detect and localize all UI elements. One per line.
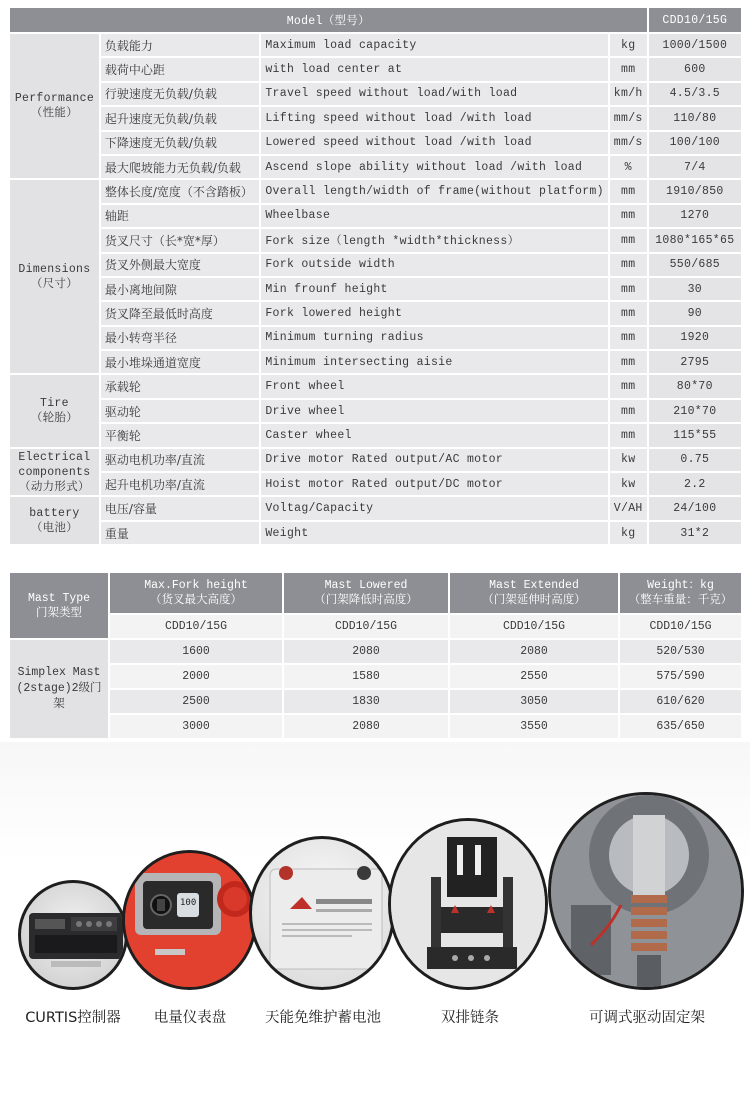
spec-row	[10, 424, 743, 448]
mast-model-cell: CDD10/15G	[284, 615, 450, 640]
caption-curtis: CURTIS控制器	[25, 1010, 121, 1026]
battery-image	[252, 839, 395, 990]
spec-header-row	[10, 8, 743, 34]
mast-cell: 1830	[284, 690, 450, 715]
caption-bracket: 可调式驱动固定架	[589, 1010, 705, 1026]
caption-chain: 双排链条	[441, 1010, 499, 1026]
model-value: CDD10/15G	[649, 8, 743, 34]
spec-cn-label: 电压/容量	[101, 497, 261, 521]
spec-row	[10, 132, 743, 156]
meter-reading: 100	[180, 898, 197, 908]
spec-cn-label: 行驶速度无负载/负载	[101, 83, 261, 107]
spec-value: 30	[649, 278, 743, 302]
spec-cn-label: 起升电机功率/直流	[101, 473, 261, 497]
simplex-mast-label: Simplex Mast (2stage)2级门 架	[10, 640, 110, 740]
mast-cell: 1600	[110, 640, 284, 665]
spec-unit: mm/s	[610, 132, 649, 156]
spec-row	[10, 254, 743, 278]
mast-row	[10, 640, 743, 665]
spec-en-label: Minimum intersecting aisie	[261, 351, 609, 375]
spec-value: 210*70	[649, 400, 743, 424]
mast-cell: 1580	[284, 665, 450, 690]
spec-row	[10, 351, 743, 375]
spec-table	[10, 8, 743, 546]
spec-value: 1920	[649, 327, 743, 351]
mast-cell: 3550	[450, 715, 620, 740]
spec-unit: mm	[610, 58, 649, 82]
mast-table	[10, 573, 743, 740]
curtis-controller-photo	[18, 880, 128, 990]
dual-chain-photo	[388, 818, 548, 990]
spec-value: 31*2	[649, 522, 743, 546]
spec-category: battery （电池）	[10, 497, 101, 546]
spec-value: 100/100	[649, 132, 743, 156]
spec-en-label: Caster wheel	[261, 424, 609, 448]
spec-row	[10, 107, 743, 131]
mast-model-row	[10, 615, 743, 640]
mast-row	[10, 665, 743, 690]
spec-unit: mm	[610, 302, 649, 326]
drive-bracket-photo	[548, 792, 744, 990]
spec-unit: kw	[610, 473, 649, 497]
spec-value: 0.75	[649, 449, 743, 473]
spec-cn-label: 下降速度无负载/负载	[101, 132, 261, 156]
mast-row	[10, 715, 743, 740]
spec-value: 4.5/3.5	[649, 83, 743, 107]
chain-image	[391, 821, 548, 990]
spec-unit: V/AH	[610, 497, 649, 521]
spec-cn-label: 货叉外侧最大宽度	[101, 254, 261, 278]
spec-en-label: Drive motor Rated output/AC motor	[261, 449, 609, 473]
spec-cn-label: 最小堆垛通道宽度	[101, 351, 261, 375]
spec-en-label: Wheelbase	[261, 205, 609, 229]
spec-unit: mm	[610, 351, 649, 375]
spec-en-label: Fork size（length *width*thickness）	[261, 229, 609, 253]
spec-unit: mm	[610, 327, 649, 351]
mast-cell: 2080	[450, 640, 620, 665]
battery-photo	[249, 836, 395, 990]
spec-value: 550/685	[649, 254, 743, 278]
spec-row	[10, 156, 743, 180]
spec-unit: mm	[610, 375, 649, 399]
caption-meter: 电量仪表盘	[153, 1010, 227, 1026]
spec-en-label: Ascend slope ability without load /with load	[261, 156, 609, 180]
meter-dashboard-photo	[122, 850, 257, 990]
spec-en-label: Lowered speed without load /with load	[261, 132, 609, 156]
spec-row	[10, 34, 743, 58]
spec-cn-label: 轴距	[101, 205, 261, 229]
mast-cell: 635/650	[620, 715, 743, 740]
mast-cell: 3050	[450, 690, 620, 715]
spec-value: 2.2	[649, 473, 743, 497]
spec-unit: mm	[610, 254, 649, 278]
spec-value: 115*55	[649, 424, 743, 448]
mast-model-cell: CDD10/15G	[620, 615, 743, 640]
spec-en-label: Voltag/Capacity	[261, 497, 609, 521]
spec-value: 600	[649, 58, 743, 82]
mast-header: Mast Lowered （门架降低时高度）	[284, 573, 450, 615]
spec-cn-label: 载荷中心距	[101, 58, 261, 82]
spec-value: 1000/1500	[649, 34, 743, 58]
spec-unit: mm	[610, 180, 649, 204]
spec-en-label: Minimum turning radius	[261, 327, 609, 351]
spec-cn-label: 最大爬坡能力无负载/负载	[101, 156, 261, 180]
spec-cn-label: 承载轮	[101, 375, 261, 399]
spec-cn-label: 驱动电机功率/直流	[101, 449, 261, 473]
spec-unit: %	[610, 156, 649, 180]
spec-unit: mm	[610, 229, 649, 253]
mast-model-cell: CDD10/15G	[450, 615, 620, 640]
mast-header: Weight：kg （整车重量：千克）	[620, 573, 743, 615]
mast-cell: 2080	[284, 640, 450, 665]
spec-en-label: Front wheel	[261, 375, 609, 399]
mast-cell: 2080	[284, 715, 450, 740]
mast-header: Mast Extended （门架延伸时高度）	[450, 573, 620, 615]
spec-row	[10, 58, 743, 82]
spec-cn-label: 最小转弯半径	[101, 327, 261, 351]
mast-cell: 520/530	[620, 640, 743, 665]
spec-row	[10, 83, 743, 107]
mast-cell: 610/620	[620, 690, 743, 715]
spec-en-label: Maximum load capacity	[261, 34, 609, 58]
mast-cell: 2550	[450, 665, 620, 690]
spec-en-label: Travel speed without load/with load	[261, 83, 609, 107]
spec-unit: km/h	[610, 83, 649, 107]
spec-value: 90	[649, 302, 743, 326]
spec-category: Dimensions （尺寸）	[10, 180, 101, 375]
mast-cell: 3000	[110, 715, 284, 740]
spec-cn-label: 重量	[101, 522, 261, 546]
spec-unit: mm	[610, 424, 649, 448]
spec-en-label: Overall length/width of frame(without platform)	[261, 180, 609, 204]
spec-unit: mm	[610, 400, 649, 424]
spec-value: 1910/850	[649, 180, 743, 204]
spec-value: 2795	[649, 351, 743, 375]
spec-unit: mm	[610, 205, 649, 229]
spec-en-label: Fork lowered height	[261, 302, 609, 326]
model-label: Model（型号）	[10, 8, 649, 34]
caption-battery: 天能免维护蓄电池	[265, 1010, 381, 1026]
spec-cn-label: 货叉降至最低时高度	[101, 302, 261, 326]
spec-value: 1080*165*65	[649, 229, 743, 253]
spec-row	[10, 327, 743, 351]
spec-row	[10, 522, 743, 546]
spec-row	[10, 302, 743, 326]
spec-unit: kw	[610, 449, 649, 473]
spec-row	[10, 278, 743, 302]
spec-value: 80*70	[649, 375, 743, 399]
spec-cn-label: 货叉尺寸（长*宽*厚）	[101, 229, 261, 253]
mast-row	[10, 690, 743, 715]
spec-row	[10, 473, 743, 497]
spec-row	[10, 497, 743, 521]
spec-cn-label: 起升速度无负载/负载	[101, 107, 261, 131]
spec-cn-label: 最小离地间隙	[101, 278, 261, 302]
spec-category: Tire （轮胎）	[10, 375, 101, 448]
mast-cell: 575/590	[620, 665, 743, 690]
spec-value: 7/4	[649, 156, 743, 180]
spec-cn-label: 负载能力	[101, 34, 261, 58]
spec-en-label: Min frounf height	[261, 278, 609, 302]
spec-en-label: Lifting speed without load /with load	[261, 107, 609, 131]
spec-cn-label: 平衡轮	[101, 424, 261, 448]
bracket-image	[551, 795, 744, 990]
spec-en-label: Fork outside width	[261, 254, 609, 278]
spec-row	[10, 180, 743, 204]
spec-row	[10, 229, 743, 253]
spec-value: 24/100	[649, 497, 743, 521]
spec-en-label: with load center at	[261, 58, 609, 82]
spec-en-label: Drive wheel	[261, 400, 609, 424]
mast-header: Max.Fork height （货叉最大高度）	[110, 573, 284, 615]
spec-unit: mm	[610, 278, 649, 302]
mast-type-label: Mast Type 门架类型	[10, 573, 110, 640]
spec-row	[10, 400, 743, 424]
spec-unit: kg	[610, 522, 649, 546]
dashboard-image	[125, 853, 257, 990]
spec-cn-label: 整体长度/宽度（不含踏板）	[101, 180, 261, 204]
spec-cn-label: 驱动轮	[101, 400, 261, 424]
spec-value: 110/80	[649, 107, 743, 131]
mast-header-row	[10, 573, 743, 615]
spec-unit: kg	[610, 34, 649, 58]
spec-value: 1270	[649, 205, 743, 229]
spec-category: Performance （性能）	[10, 34, 101, 180]
spec-unit: mm/s	[610, 107, 649, 131]
mast-cell: 2500	[110, 690, 284, 715]
spec-row	[10, 449, 743, 473]
mast-model-cell: CDD10/15G	[110, 615, 284, 640]
spec-category: Electrical components （动力形式）	[10, 449, 101, 498]
spec-row	[10, 375, 743, 399]
mast-cell: 2000	[110, 665, 284, 690]
spec-en-label: Hoist motor Rated output/DC motor	[261, 473, 609, 497]
spec-row	[10, 205, 743, 229]
spec-en-label: Weight	[261, 522, 609, 546]
